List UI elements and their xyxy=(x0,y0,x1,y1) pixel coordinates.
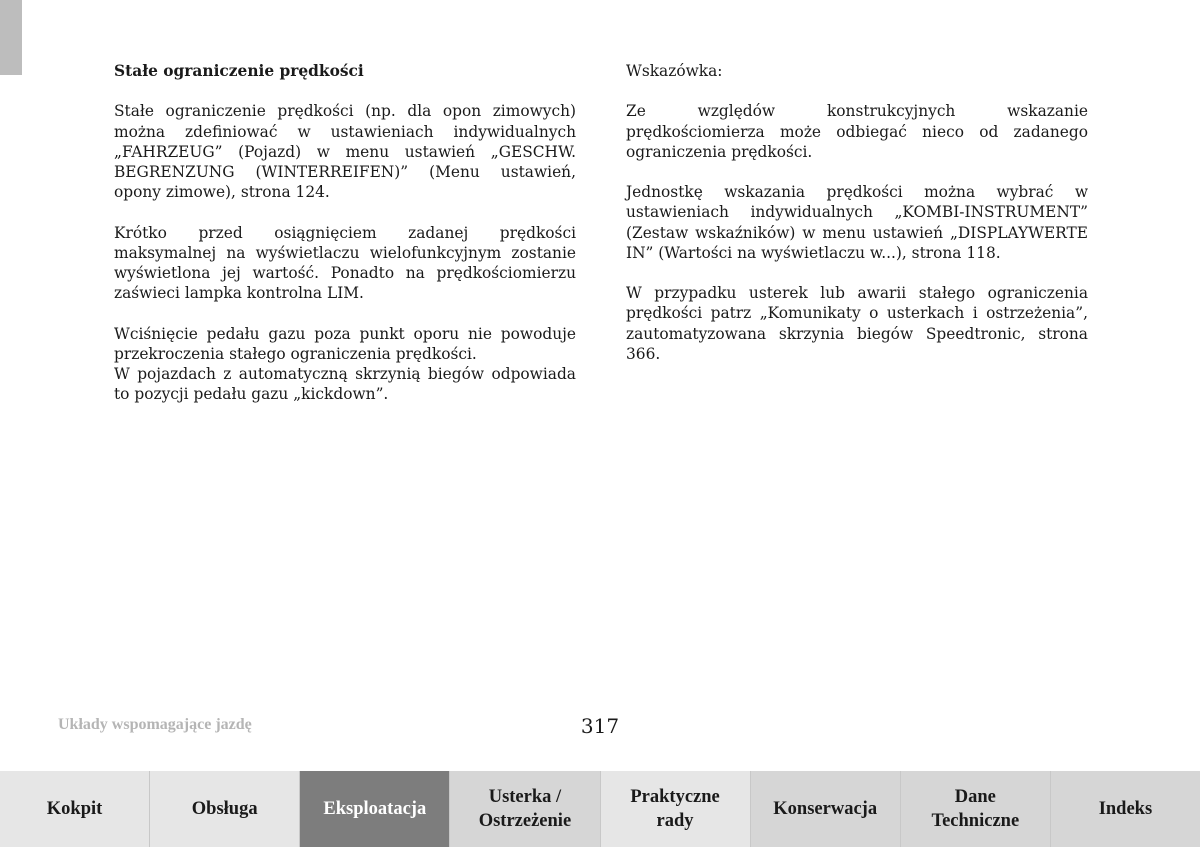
section-heading: Stałe ograniczenie prędkości xyxy=(114,62,364,80)
right-column xyxy=(626,61,1088,384)
page-number: 317 xyxy=(580,714,620,738)
paragraph: Ze względów konstrukcyjnych wskazanie prędkościomierza może odbiegać nieco od zadanego ograniczenia prędkości. xyxy=(626,102,1088,161)
tab-kokpit[interactable]: Kokpit xyxy=(0,771,150,847)
tab-konserwacja[interactable]: Konserwacja xyxy=(751,771,901,847)
tab-obsluga[interactable]: Obsługa xyxy=(150,771,300,847)
tab-praktyczne-rady[interactable]: Praktyczne rady xyxy=(601,771,751,847)
paragraph: Wciśnięcie pedału gazu poza punkt oporu nie powoduje przekroczenia stałego ograniczenia prędkości. xyxy=(114,324,576,363)
left-column xyxy=(114,61,576,425)
paragraph: Jednostkę wskazania prędkości można wybrać w ustawieniach indywidualnych „KOMBI-INSTRUMENT” (Zestaw wskaźników) w menu ustawień „DISPLAYWERTE IN” (Wartości na wyświetlaczu w...), strona 118. xyxy=(626,183,1088,262)
paragraph: W pojazdach z automatyczną skrzynią biegów odpowiada to pozycji pedału gazu „kickdown”. xyxy=(114,365,576,404)
tab-indeks[interactable]: Indeks xyxy=(1051,771,1200,847)
paragraph: W przypadku usterek lub awarii stałego ograniczenia prędkości patrz „Komunikaty o usterkach i ostrzeżenia”, zautomatyzowana skrzynia biegów Speedtronic, strona 366. xyxy=(626,284,1088,363)
note-label: Wskazówka: xyxy=(626,62,723,80)
paragraph: Stałe ograniczenie prędkości (np. dla opon zimowych) można zdefiniować w ustawieniach indywidualnych „FAHRZEUG” (Pojazd) w menu ustawień „GESCHW. BEGRENZUNG (WINTERREIFEN)” (Menu ustawień, opony zimowe), strona 124. xyxy=(114,102,576,202)
footer-section-title: Układy wspomagające jazdę xyxy=(58,716,252,733)
tab-usterka-ostrzezenie[interactable]: Usterka / Ostrzeżenie xyxy=(450,771,600,847)
paragraph: Krótko przed osiągnięciem zadanej prędkości maksymalnej na wyświetlaczu wielofunkcyjnym zostanie wyświetlona jej wartość. Ponadto na prędkościomierzu zaświeci lampka kontrolna LIM. xyxy=(114,223,576,303)
tab-dane-techniczne[interactable]: Dane Techniczne xyxy=(901,771,1051,847)
page-corner-marker xyxy=(0,0,22,75)
tab-eksploatacja[interactable]: Eksploatacja xyxy=(300,771,450,847)
chapter-nav-bar xyxy=(0,771,1200,847)
